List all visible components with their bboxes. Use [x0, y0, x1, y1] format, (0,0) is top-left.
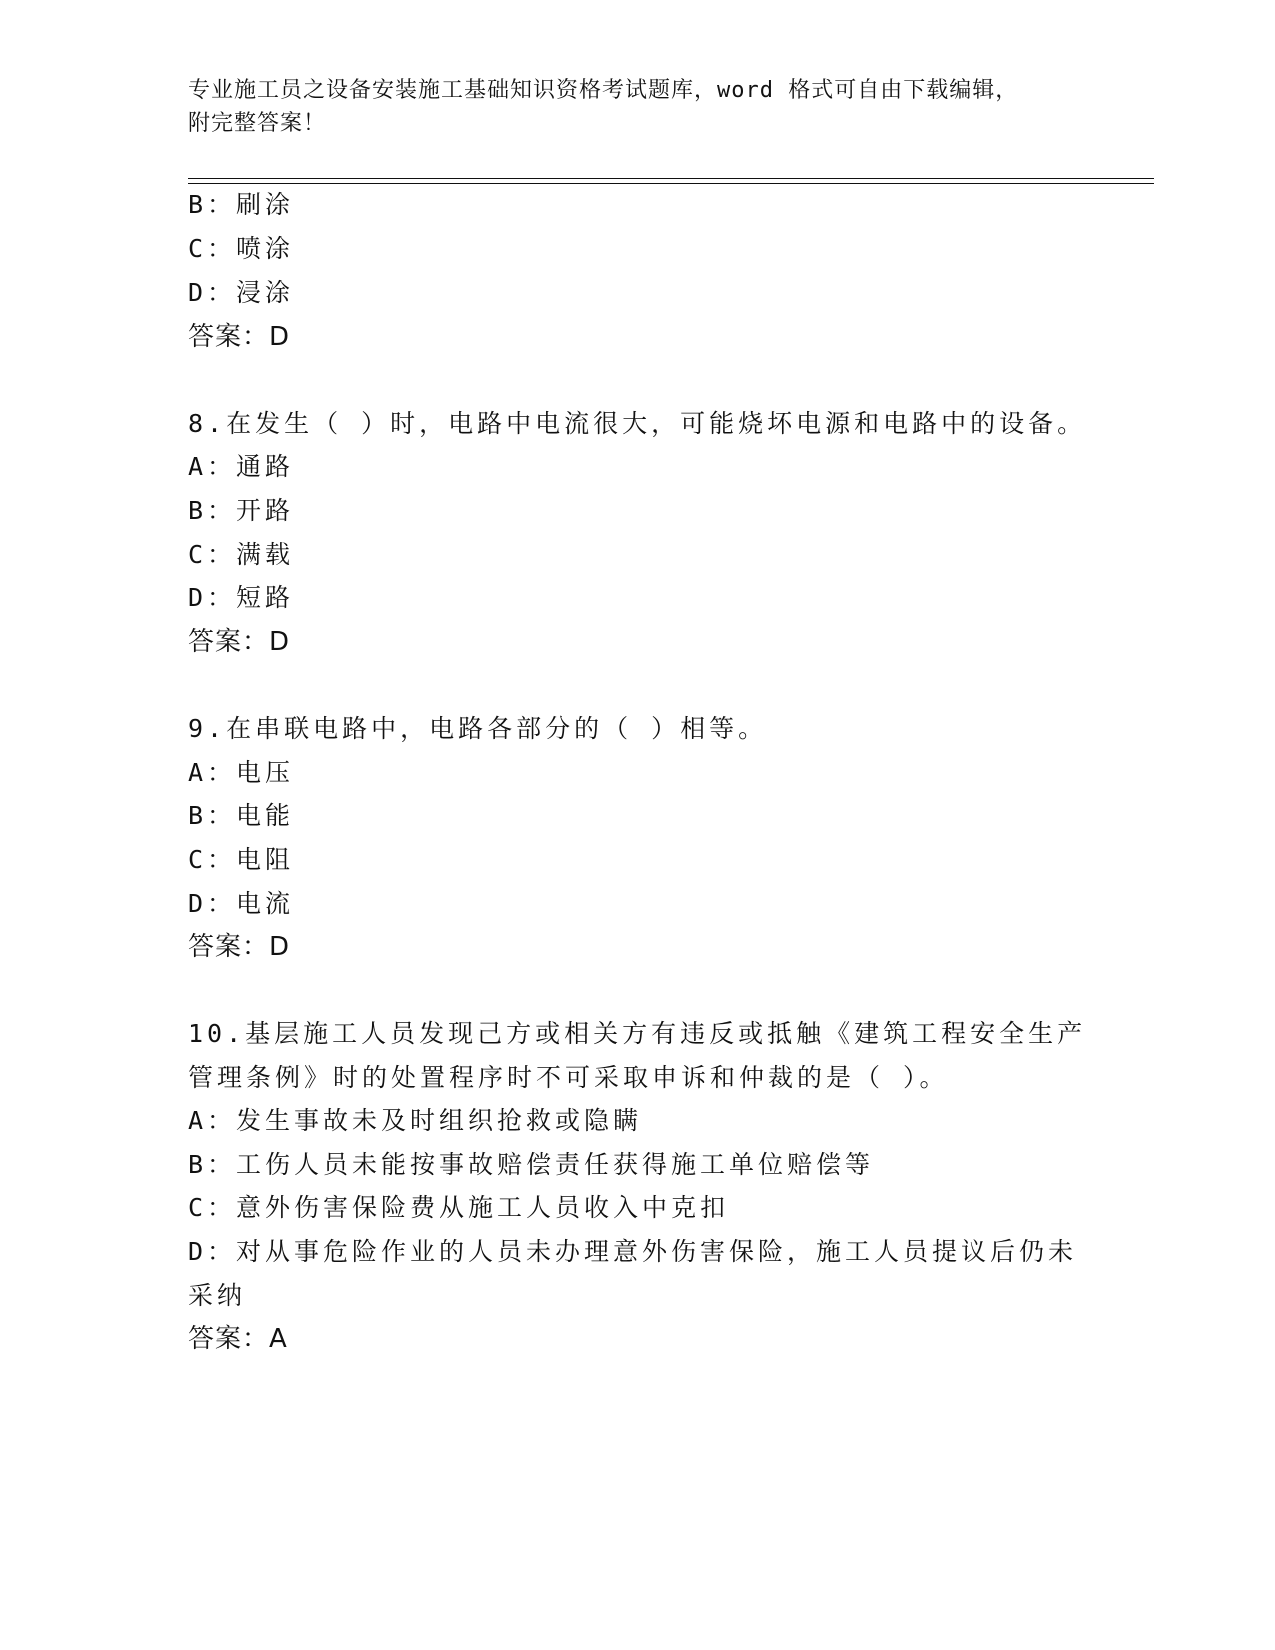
q8-option-d: D：短路 [188, 583, 295, 612]
q8-option-a: A：通路 [188, 452, 295, 481]
header-line-1: 专业施工员之设备安装施工基础知识资格考试题库，word 格式可自由下载编辑， [188, 78, 1019, 103]
document-header [188, 74, 1088, 140]
q10-stem-line-1: 10.基层施工人员发现己方或相关方有违反或抵触《建筑工程安全生产 [188, 1019, 1087, 1048]
q7-option-d: D：浸涂 [188, 278, 295, 307]
q8-stem: 8.在发生（ ）时，电路中电流很大，可能烧坏电源和电路中的设备。 [188, 409, 1087, 438]
q10-stem-line-2: 管理条例》时的处置程序时不可采取申诉和仲裁的是（ ）。 [188, 1063, 949, 1092]
q10-option-c: C：意外伤害保险费从施工人员收入中克扣 [188, 1193, 730, 1222]
q9-option-b: B：电能 [188, 801, 295, 830]
q10-answer: 答案：A [188, 1324, 288, 1354]
q10-option-d-line-2: 采纳 [188, 1281, 247, 1310]
header-divider-top [188, 178, 1154, 179]
q7-answer: 答案：D [188, 322, 291, 352]
q8-answer: 答案：D [188, 627, 291, 657]
header-line-2: 附完整答案！ [188, 111, 327, 136]
q7-option-b: B：刷涂 [188, 190, 295, 219]
q9-option-c: C：电阻 [188, 845, 295, 874]
q9-option-d: D：电流 [188, 889, 295, 918]
q8-option-c: C：满载 [188, 540, 295, 569]
q7-option-c: C：喷涂 [188, 234, 295, 263]
q10-option-a: A：发生事故未及时组织抢救或隐瞒 [188, 1106, 643, 1135]
q9-answer: 答案：D [188, 932, 291, 962]
q9-option-a: A：电压 [188, 758, 295, 787]
q10-option-d-line-1: D：对从事危险作业的人员未办理意外伤害保险，施工人员提议后仍未 [188, 1237, 1078, 1266]
q10-option-b: B：工伤人员未能按事故赔偿责任获得施工单位赔偿等 [188, 1150, 875, 1179]
q8-option-b: B：开路 [188, 496, 295, 525]
q9-stem: 9.在串联电路中，电路各部分的（ ）相等。 [188, 714, 768, 743]
header-divider-bottom [188, 183, 1154, 184]
